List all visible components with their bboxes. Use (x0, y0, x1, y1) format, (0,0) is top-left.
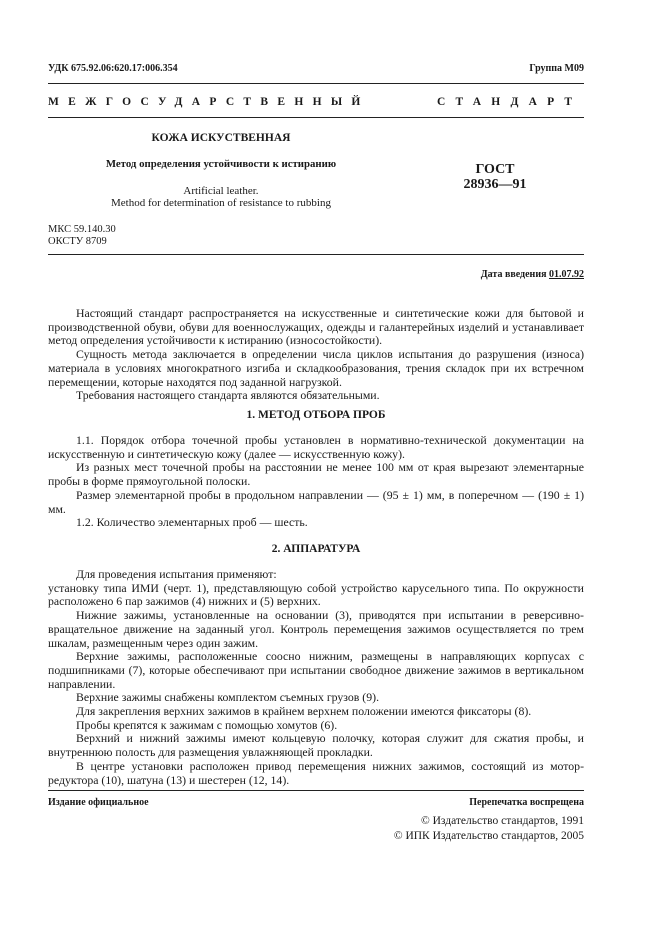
codes-rule (48, 254, 584, 255)
okstu-code: ОКСТУ 8709 (48, 236, 107, 247)
gost-label: ГОСТ (475, 162, 515, 177)
intro-paragraph: Сущность метода заключается в определении числа циклов испытания до разрушения (износа) материала в условиях многократного изгиба и складкообразования, трения складок при их встречном перемещении, которые находятся под заданной нагрузкой. (48, 347, 584, 389)
intro-date-label: Дата введения (480, 269, 547, 280)
gost-number: 28936—91 (463, 177, 527, 192)
intro-date-value: 01.07.92 (549, 269, 584, 280)
section-2-paragraph: В центре установки расположен привод перемещения нижних зажимов, состоящий из мотор-редуктора (10), шатуна (13) и шестерен (12, 14). (48, 758, 584, 787)
section-2-paragraph: Пробы крепятся к зажимам с помощью хомутов (6). (76, 717, 338, 732)
mks-code: МКС 59.140.30 (48, 224, 116, 235)
section-2-paragraph: Верхние зажимы, расположенные соосно нижним, размещены в направляющих корпусах с подшипниками (7), которые обеспечивают при испытании свободное движение зажимов в вертикальном направлении. (48, 649, 584, 691)
intro-paragraph: Требования настоящего стандарта являются обязательными. (76, 388, 380, 403)
section-2-paragraph: установку типа ИМИ (черт. 1), представляющую собой устройство карусельного типа. По окружности расположено 6 пар зажимов (4) нижних и (5) верхних. (48, 580, 584, 609)
top-rule (48, 83, 584, 84)
section-2-title: 2. АППАРАТУРА (271, 543, 361, 555)
section-2-paragraph: Для закрепления верхних зажимов в крайнем верхнем положении имеются фиксаторы (8). (76, 704, 532, 719)
intro-date (481, 269, 584, 280)
section-1-title: 1. МЕТОД ОТБОРА ПРОБ (246, 409, 386, 421)
reprint-notice: Перепечатка воспрещена (469, 797, 584, 808)
banner-standard: СТАНДАРТ (437, 96, 583, 108)
banner-rule (48, 117, 584, 118)
section-2-paragraph: Для проведения испытания применяют: (76, 567, 277, 581)
title-en-2: Method for determination of resistance to rubbing (111, 197, 331, 209)
section-2-paragraph: Верхний и нижний зажимы имеют кольцевую полочку, которая служит для сжатия пробы, и внутреннюю полость для размещения увлажняющей прокладки. (48, 731, 584, 760)
intro-text (48, 307, 584, 403)
section-1-paragraph: Из разных мест точечной пробы на расстоянии не менее 100 мм от края вырезают элементарные пробы в форме прямоугольной полоски. (48, 460, 584, 489)
section-2-text (48, 568, 584, 787)
document-title: КОЖА ИСКУСТВЕННАЯ (151, 132, 291, 144)
title-en-1: Artificial leather. (183, 185, 259, 197)
section-1-paragraph: Размер элементарной пробы в продольном направлении — (95 ± 1) мм, в поперечном — (190 ± 1) мм. (48, 487, 584, 516)
official-edition: Издание официальное (48, 797, 149, 808)
copyright-1: © Издательство стандартов, 1991 (420, 815, 584, 827)
method-title: Метод определения устойчивости к истиранию (105, 158, 337, 170)
section-1-text (48, 434, 584, 530)
section-2-paragraph: Нижние зажимы, установленные на основании (3), приводятся при испытании в реверсивно-вращательное движение на заданный угол. Контроль перемещения зажимов осуществляется по трем шкалам, размещенным через один зажим. (48, 608, 584, 650)
section-1-paragraph: 1.1. Порядок отбора точечной пробы установлен в нормативно-технической документации на искусственную и синтетическую кожу (далее — искусственную кожу). (48, 433, 584, 461)
footer-rule (48, 790, 584, 791)
banner-interstate: МЕЖГОСУДАРСТВЕННЫЙ (48, 96, 370, 108)
udk-code: УДК 675.92.06:620.17:006.354 (48, 63, 178, 74)
section-2-paragraph: Верхние зажимы снабжены комплектом съемных грузов (9). (76, 690, 380, 705)
intro-paragraph: Настоящий стандарт распространяется на искусственные и синтетические кожи для бытовой и производственной обуви, обуви для военнослужащих, одежды и галантерейных изделий и устанавливает метод определения устойчивости к истиранию (износостойкости). (48, 306, 584, 348)
group-code: Группа М09 (529, 63, 584, 74)
copyright-2: © ИПК Издательство стандартов, 2005 (393, 830, 584, 842)
section-1-paragraph: 1.2. Количество элементарных проб — шесть. (76, 515, 308, 530)
